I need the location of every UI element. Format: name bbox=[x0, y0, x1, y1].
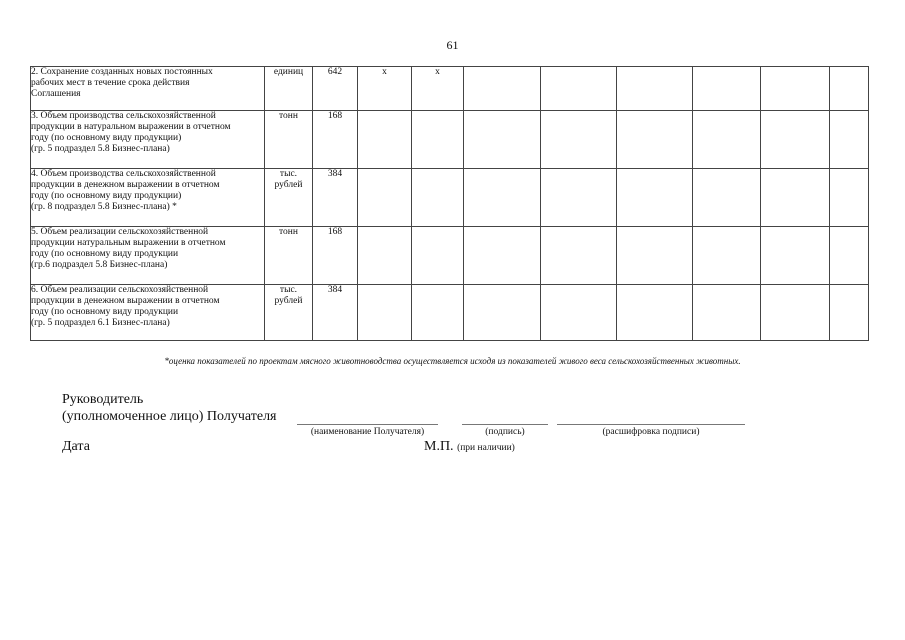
unit-of-measure bbox=[265, 227, 313, 285]
table-cell bbox=[464, 285, 541, 341]
unit-line: тыс. bbox=[279, 169, 298, 179]
unit-line: рублей bbox=[274, 296, 303, 306]
table-row bbox=[31, 227, 869, 285]
signature-subtitle: (уполномоченное лицо) Получателя bbox=[62, 409, 277, 424]
indicator-name-line: 6. Объем реализации сельскохозяйственной bbox=[31, 285, 209, 295]
indicator-name-line: (гр. 8 подраздел 5.8 Бизнес-плана) * bbox=[31, 202, 177, 212]
indicator-name-line: году (по основному виду продукции bbox=[31, 249, 179, 259]
signature-blank bbox=[462, 424, 548, 425]
indicator-name-line: (гр. 5 подраздел 6.1 Бизнес-плана) bbox=[31, 318, 170, 328]
table-cell bbox=[617, 227, 693, 285]
indicator-name-line: 2. Сохранение созданных новых постоянных bbox=[31, 67, 213, 77]
table-cell: х bbox=[358, 67, 412, 111]
table-cell bbox=[617, 111, 693, 169]
unit-of-measure bbox=[265, 67, 313, 111]
table-cell bbox=[761, 111, 830, 169]
unit-of-measure bbox=[265, 285, 313, 341]
indicators-table bbox=[30, 66, 869, 341]
unit-line: тонн bbox=[279, 111, 298, 121]
table-cell bbox=[830, 169, 869, 227]
indicator-name-line: продукции в денежном выражении в отчетном bbox=[31, 180, 220, 190]
table-cell bbox=[761, 285, 830, 341]
unit-line: тонн bbox=[279, 227, 298, 237]
plan-value: 384 bbox=[313, 285, 358, 341]
indicator-name-line: 5. Объем реализации сельскохозяйственной bbox=[31, 227, 209, 237]
table-cell bbox=[761, 227, 830, 285]
stamp-note: (при наличии) bbox=[457, 443, 515, 453]
table-cell bbox=[541, 111, 617, 169]
signature-decode-blank bbox=[557, 424, 745, 425]
unit-line: рублей bbox=[274, 180, 303, 190]
indicator-name-line: продукции в денежном выражении в отчетном bbox=[31, 296, 220, 306]
unit-line: единиц bbox=[273, 67, 304, 77]
footnote: *оценка показателей по проектам мясного животноводства осуществляется исходя из показателей живого веса сельскохозяйственных животных. bbox=[164, 356, 741, 366]
table-cell bbox=[541, 169, 617, 227]
indicator-name-line: году (по основному виду продукции bbox=[31, 307, 179, 317]
plan-value: 168 bbox=[313, 227, 358, 285]
indicator-name-line: Соглашения bbox=[31, 89, 81, 99]
unit-of-measure bbox=[265, 169, 313, 227]
table-cell bbox=[693, 285, 761, 341]
indicator-name bbox=[31, 169, 265, 227]
indicator-name bbox=[31, 285, 265, 341]
indicator-name-line: году (по основному виду продукции) bbox=[31, 133, 182, 143]
table-cell bbox=[464, 67, 541, 111]
table-cell bbox=[412, 111, 464, 169]
table-cell bbox=[830, 111, 869, 169]
table-cell bbox=[617, 169, 693, 227]
recipient-name-blank bbox=[297, 424, 438, 425]
table-cell bbox=[830, 227, 869, 285]
table-cell bbox=[358, 227, 412, 285]
table-cell bbox=[358, 169, 412, 227]
indicator-name-line: 4. Объем производства сельскохозяйственной bbox=[31, 169, 216, 179]
plan-value: 642 bbox=[313, 67, 358, 111]
table-cell bbox=[358, 285, 412, 341]
caption-signature-decode: (расшифровка подписи) bbox=[602, 427, 700, 437]
indicator-name-line: 3. Объем производства сельскохозяйственной bbox=[31, 111, 216, 121]
indicator-name bbox=[31, 111, 265, 169]
table-row bbox=[31, 111, 869, 169]
indicator-name-line: (гр. 5 подраздел 5.8 Бизнес-плана) bbox=[31, 144, 170, 154]
table-cell bbox=[693, 227, 761, 285]
table-cell bbox=[761, 169, 830, 227]
caption-signature: (подпись) bbox=[485, 427, 525, 437]
table-cell bbox=[693, 67, 761, 111]
unit-line: тыс. bbox=[279, 285, 298, 295]
stamp-place bbox=[424, 439, 515, 455]
table-cell bbox=[830, 285, 869, 341]
stamp-label: М.П. bbox=[424, 439, 454, 454]
page-number: 61 bbox=[446, 38, 459, 52]
table-cell bbox=[617, 285, 693, 341]
signature-title: Руководитель bbox=[62, 392, 144, 407]
table-cell: х bbox=[412, 67, 464, 111]
table-row bbox=[31, 67, 869, 111]
table-cell bbox=[541, 67, 617, 111]
table-cell bbox=[412, 169, 464, 227]
table-cell bbox=[617, 67, 693, 111]
indicator-name-line: году (по основному виду продукции) bbox=[31, 191, 182, 201]
table-cell bbox=[464, 169, 541, 227]
table-cell bbox=[464, 111, 541, 169]
table-row bbox=[31, 169, 869, 227]
indicator-name bbox=[31, 67, 265, 111]
plan-value: 168 bbox=[313, 111, 358, 169]
table-cell bbox=[412, 227, 464, 285]
unit-of-measure bbox=[265, 111, 313, 169]
table-cell bbox=[412, 285, 464, 341]
indicator-name-line: продукции натуральным выражении в отчетном bbox=[31, 238, 226, 248]
table-row bbox=[31, 285, 869, 341]
table-cell bbox=[358, 111, 412, 169]
table-cell bbox=[693, 169, 761, 227]
indicator-name-line: продукции в натуральном выражении в отчетном bbox=[31, 122, 231, 132]
indicator-name-line: рабочих мест в течение срока действия bbox=[31, 78, 190, 88]
table-cell bbox=[541, 227, 617, 285]
table-cell bbox=[464, 227, 541, 285]
table-cell bbox=[830, 67, 869, 111]
plan-value: 384 bbox=[313, 169, 358, 227]
table-cell bbox=[693, 111, 761, 169]
date-label: Дата bbox=[62, 439, 90, 454]
indicator-name bbox=[31, 227, 265, 285]
indicator-name-line: (гр.6 подраздел 5.8 Бизнес-плана) bbox=[31, 260, 168, 270]
table-cell bbox=[761, 67, 830, 111]
caption-recipient-name: (наименование Получателя) bbox=[310, 427, 425, 437]
table-cell bbox=[541, 285, 617, 341]
